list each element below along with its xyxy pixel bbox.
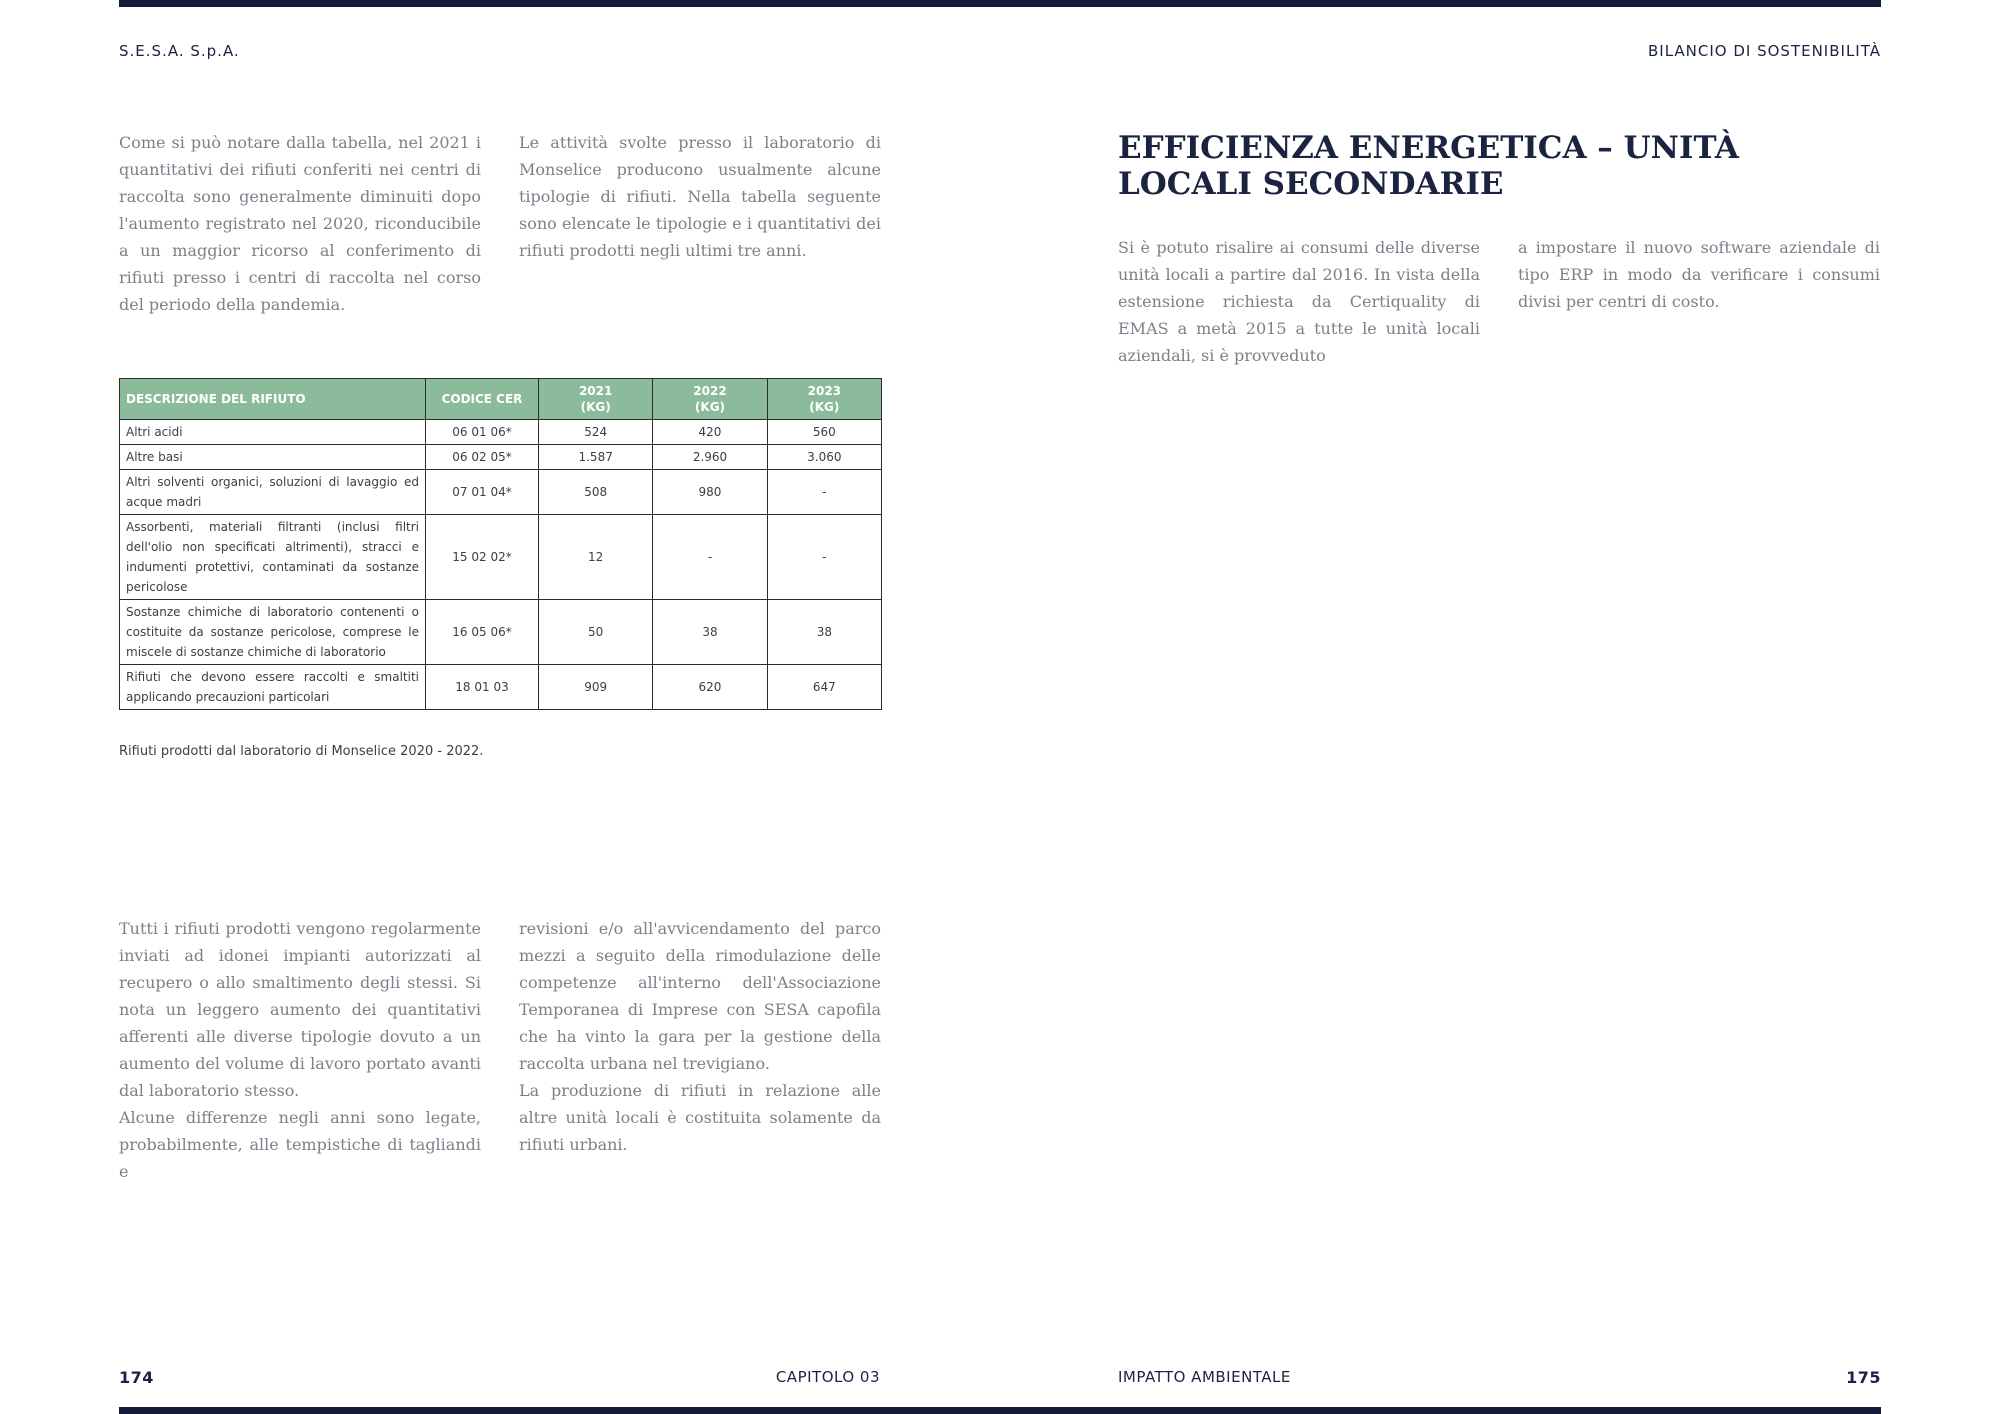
header-description: DESCRIZIONE DEL RIFIUTO	[120, 379, 426, 420]
row-code: 06 01 06*	[426, 420, 539, 445]
table-row	[120, 515, 882, 600]
row-2023: 560	[767, 420, 881, 445]
page-number-left: 174	[119, 1368, 154, 1387]
row-code: 18 01 03	[426, 665, 539, 710]
top-rule	[119, 0, 1881, 7]
row-2023: 38	[767, 600, 881, 665]
bottom-right-paragraph-1: revisioni e/o all'avvicendamento del parco mezzi a seguito della rimodulazione delle competenze all'interno dell'Associazione Temporanea di Imprese con SESA capofila che ha vinto la gara per la gestione della raccolta urbana nel trevigiano.	[519, 919, 881, 1073]
bottom-column-right	[519, 915, 881, 1158]
table-row	[120, 665, 882, 710]
table-row	[120, 600, 882, 665]
company-name: S.E.S.A. S.p.A.	[119, 42, 240, 60]
table-caption: Rifiuti prodotti dal laboratorio di Monselice 2020 - 2022.	[119, 744, 484, 759]
table-row	[120, 420, 882, 445]
intro-paragraph-right: Le attività svolte presso il laboratorio di Monselice producono usualmente alcune tipologie di rifiuti. Nella tabella seguente sono elencate le tipologie e i quantitativi dei rifiuti prodotti negli ultimi tre anni.	[519, 133, 881, 260]
row-2023: 3.060	[767, 445, 881, 470]
header-2022: 2022 (KG)	[653, 379, 767, 420]
waste-table	[119, 378, 882, 710]
intro-paragraph-left: Come si può notare dalla tabella, nel 2021 i quantitativi dei rifiuti conferiti nei centri di raccolta sono generalmente diminuiti dopo l'aumento registrato nel 2020, riconducibile a un maggior ricorso al conferimento di rifiuti presso i centri di raccolta nel corso del periodo della pandemia.	[119, 133, 481, 314]
table-row	[120, 445, 882, 470]
section-label: IMPATTO AMBIENTALE	[1118, 1368, 1291, 1386]
row-2021: 12	[539, 515, 653, 600]
row-2023: 647	[767, 665, 881, 710]
row-2022: 38	[653, 600, 767, 665]
row-2021: 1.587	[539, 445, 653, 470]
bottom-rule	[119, 1407, 1881, 1414]
row-code: 07 01 04*	[426, 470, 539, 515]
row-2021: 909	[539, 665, 653, 710]
page-number-right: 175	[1846, 1368, 1881, 1387]
row-2022: 2.960	[653, 445, 767, 470]
header-2021: 2021 (KG)	[539, 379, 653, 420]
row-2022: 420	[653, 420, 767, 445]
right-intro-left: Si è potuto risalire ai consumi delle diverse unità locali a partire dal 2016. In vista della estensione richiesta da Certiquality di EMAS a metà 2015 a tutte le unità locali aziendali, si è provveduto	[1118, 238, 1480, 365]
row-code: 06 02 05*	[426, 445, 539, 470]
right-intro-right: a impostare il nuovo software aziendale di tipo ERP in modo da verificare i consumi divisi per centri di costo.	[1518, 238, 1880, 311]
row-2022: 980	[653, 470, 767, 515]
row-2021: 508	[539, 470, 653, 515]
table-row	[120, 470, 882, 515]
row-description: Sostanze chimiche di laboratorio contenenti o costituite da sostanze pericolose, comprese le miscele di sostanze chimiche di laboratorio	[120, 600, 426, 665]
row-2023: -	[767, 515, 881, 600]
row-2023: -	[767, 470, 881, 515]
row-2021: 50	[539, 600, 653, 665]
row-description: Rifiuti che devono essere raccolti e smaltiti applicando precauzioni particolari	[120, 665, 426, 710]
header-code: CODICE CER	[426, 379, 539, 420]
row-description: Altre basi	[120, 445, 426, 470]
bottom-left-paragraph-2: Alcune differenze negli anni sono legate, probabilmente, alle tempistiche di tagliandi e	[119, 1108, 481, 1181]
table-header-row	[120, 379, 882, 420]
section-title: EFFICIENZA ENERGETICA – UNITÀ LOCALI SECONDARIE	[1118, 130, 1739, 202]
row-code: 16 05 06*	[426, 600, 539, 665]
report-title: BILANCIO DI SOSTENIBILITÀ	[1647, 42, 1881, 60]
bottom-left-paragraph-1: Tutti i rifiuti prodotti vengono regolarmente inviati ad idonei impianti autorizzati al recupero o allo smaltimento degli stessi. Si nota un leggero aumento dei quantitativi afferenti alle diverse tipologie dovuto a un aumento del volume di lavoro portato avanti dal laboratorio stesso.	[119, 919, 481, 1100]
bottom-right-paragraph-2: La produzione di rifiuti in relazione alle altre unità locali è costituita solamente da rifiuti urbani.	[519, 1081, 881, 1154]
row-2022: -	[653, 515, 767, 600]
row-2022: 620	[653, 665, 767, 710]
row-description: Assorbenti, materiali filtranti (inclusi filtri dell'olio non specificati altrimenti), stracci e indumenti protettivi, contaminati da sostanze pericolose	[120, 515, 426, 600]
row-description: Altri solventi organici, soluzioni di lavaggio ed acque madri	[120, 470, 426, 515]
row-code: 15 02 02*	[426, 515, 539, 600]
chapter-label: CAPITOLO 03	[775, 1368, 880, 1386]
row-2021: 524	[539, 420, 653, 445]
bottom-column-left	[119, 915, 481, 1185]
header-2023: 2023 (KG)	[767, 379, 881, 420]
row-description: Altri acidi	[120, 420, 426, 445]
